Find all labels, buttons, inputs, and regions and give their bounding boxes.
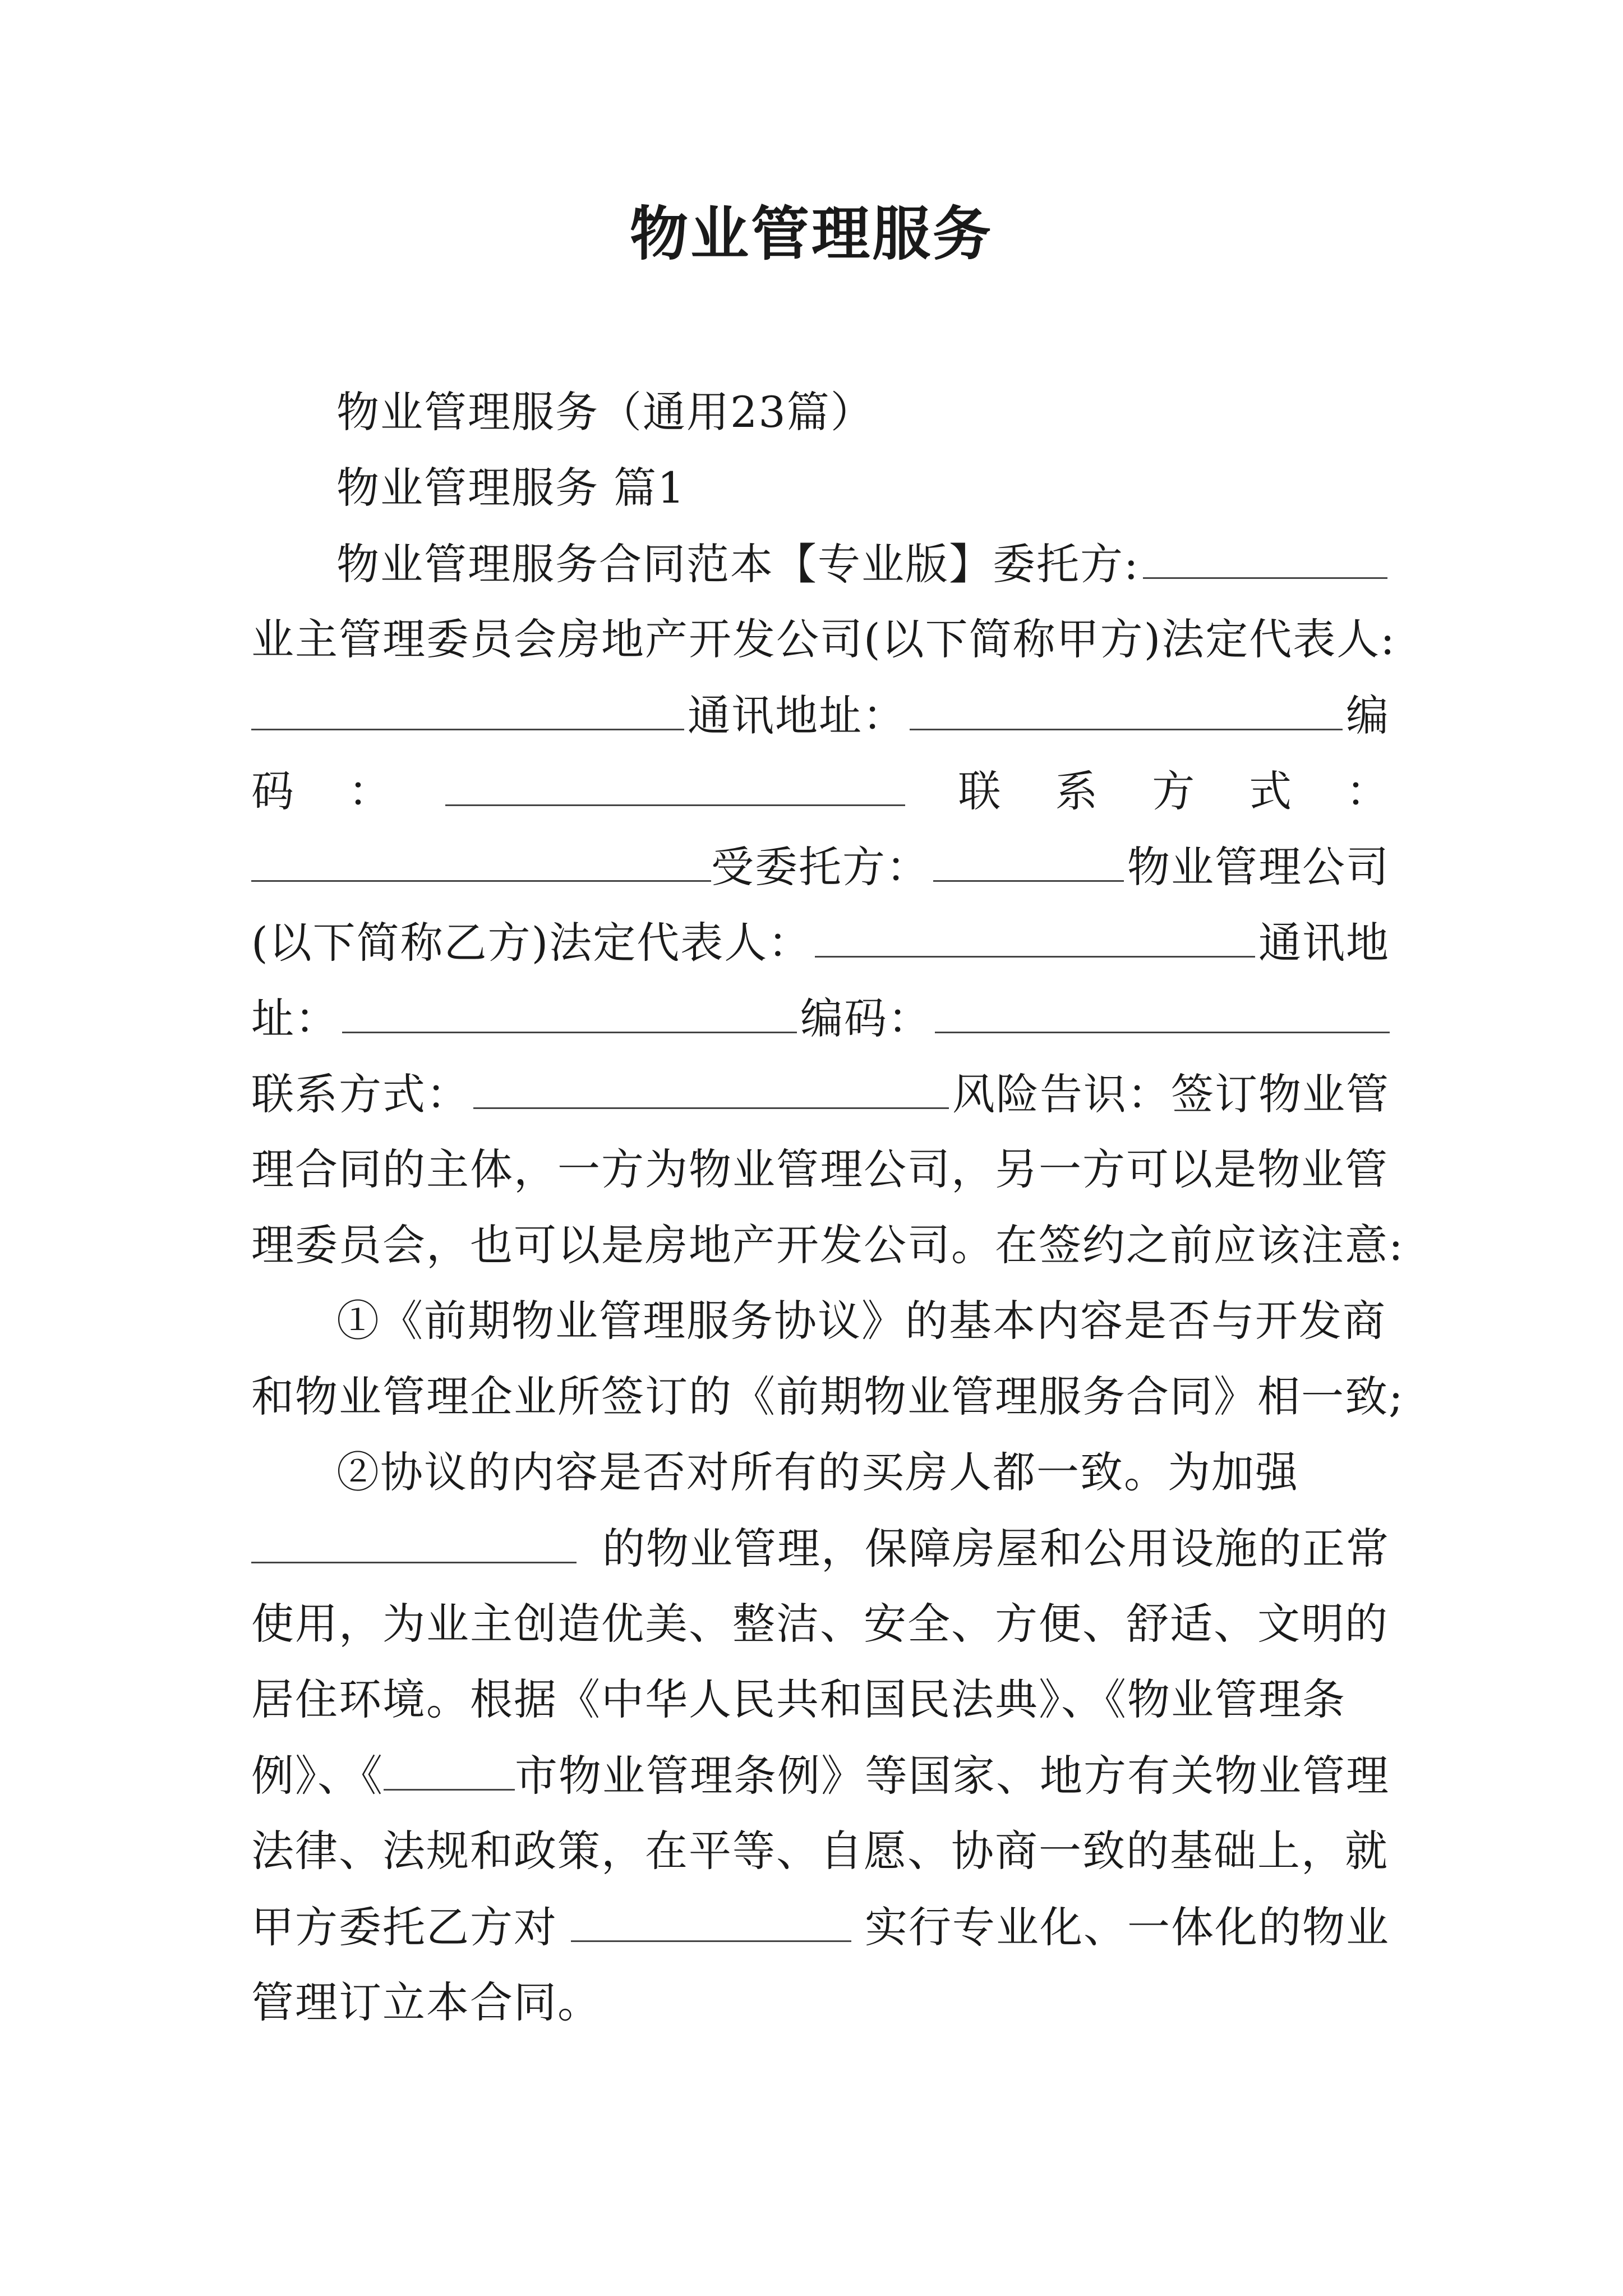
text-segment: 理委员会，也可以是房地产开发公司。在签约之前应该注意:	[251, 1220, 1404, 1270]
fill-blank[interactable]	[1143, 536, 1387, 579]
text-segment: 方	[1152, 766, 1196, 816]
fill-blank[interactable]	[910, 687, 1343, 730]
text-segment: 物业管理服务合同范本【专业版】委托方:	[336, 539, 1140, 589]
text-line	[336, 384, 1391, 440]
text-segment: 和物业管理企业所签订的《前期物业管理服务合同》相一致;	[251, 1372, 1404, 1421]
text-segment: 址：	[251, 993, 339, 1043]
text-segment: 编	[1346, 691, 1390, 740]
text-line	[251, 763, 1390, 819]
fill-blank[interactable]	[571, 1899, 851, 1942]
text-line	[251, 1596, 1390, 1652]
fill-blank[interactable]	[251, 1520, 577, 1563]
text-line	[251, 1520, 1390, 1576]
fill-blank[interactable]	[251, 839, 711, 882]
text-segment: 市物业管理条例》等国家、地方有关物业管理	[515, 1751, 1390, 1801]
text-segment: ①《前期物业管理服务协议》的基本内容是否与开发商	[336, 1296, 1386, 1346]
fill-blank[interactable]	[933, 839, 1124, 882]
text-line	[251, 1747, 1390, 1803]
text-segment: 物业管理服务 篇1	[336, 463, 686, 513]
text-segment: 业主管理委员会房地产开发公司(以下简称甲方)法定代表人:	[251, 614, 1396, 664]
fill-blank[interactable]	[342, 990, 797, 1033]
text-segment: 居住环境。根据《中华人民共和国民法典》、《物业管理条	[251, 1674, 1346, 1724]
fill-blank[interactable]	[445, 763, 905, 806]
text-line	[251, 1823, 1390, 1879]
text-line	[251, 1066, 1390, 1122]
text-segment: 通讯地	[1258, 918, 1390, 968]
text-segment: 甲方委托乙方对	[251, 1902, 557, 1952]
text-segment: 联	[958, 766, 1002, 816]
fill-blank[interactable]	[815, 914, 1255, 958]
text-segment: 系	[1055, 766, 1099, 816]
text-line	[251, 611, 1396, 668]
text-line	[336, 536, 1391, 592]
text-line	[251, 1217, 1404, 1273]
text-segment: 码	[251, 766, 295, 816]
text-segment: 管理订立本合同。	[251, 1977, 601, 2027]
text-segment: 的物业管理，保障房屋和公用设施的正常	[602, 1524, 1390, 1573]
text-line	[251, 1899, 1390, 1955]
text-segment: 编码：	[800, 993, 932, 1043]
text-segment: 通讯地址：	[688, 691, 906, 740]
fill-blank[interactable]	[473, 1066, 949, 1109]
text-segment: 式	[1249, 766, 1293, 816]
text-line	[251, 839, 1390, 895]
text-segment: ：	[1345, 766, 1390, 816]
text-segment: (以下简称乙方)法定代表人：	[251, 918, 812, 968]
text-segment: ②协议的内容是否对所有的买房人都一致。为加强	[336, 1447, 1299, 1497]
text-segment: 实行专业化、一体化的物业	[865, 1902, 1390, 1952]
text-line	[251, 990, 1390, 1046]
text-segment: 物业管理公司	[1127, 842, 1390, 892]
text-segment: 法律、法规和政策，在平等、自愿、协商一致的基础上，就	[251, 1826, 1389, 1876]
document-title: 物业管理服务	[629, 199, 993, 268]
text-line	[251, 1142, 1390, 1198]
text-segment: 受委托方：	[711, 842, 930, 892]
text-segment: 联系方式：	[251, 1069, 470, 1119]
text-line	[336, 1293, 1391, 1349]
text-segment: 例》、《	[251, 1751, 384, 1801]
text-line	[251, 1672, 1390, 1728]
text-segment: ：	[348, 766, 392, 816]
text-segment: 理合同的主体，一方为物业管理公司，另一方可以是物业管	[251, 1144, 1389, 1194]
text-segment: 使用，为业主创造优美、整洁、安全、方便、舒适、文明的	[251, 1599, 1389, 1649]
text-line	[336, 1444, 1391, 1501]
text-segment: 物业管理服务（通用23篇）	[336, 387, 874, 437]
text-line	[336, 460, 1391, 516]
text-segment: 风险告识：签订物业管	[952, 1069, 1390, 1119]
text-line	[251, 914, 1390, 970]
fill-blank[interactable]	[251, 687, 684, 730]
text-line	[251, 687, 1390, 743]
fill-blank[interactable]	[935, 990, 1390, 1033]
fill-blank[interactable]	[384, 1747, 515, 1791]
text-line	[251, 1369, 1404, 1425]
text-line	[251, 1975, 1390, 2031]
